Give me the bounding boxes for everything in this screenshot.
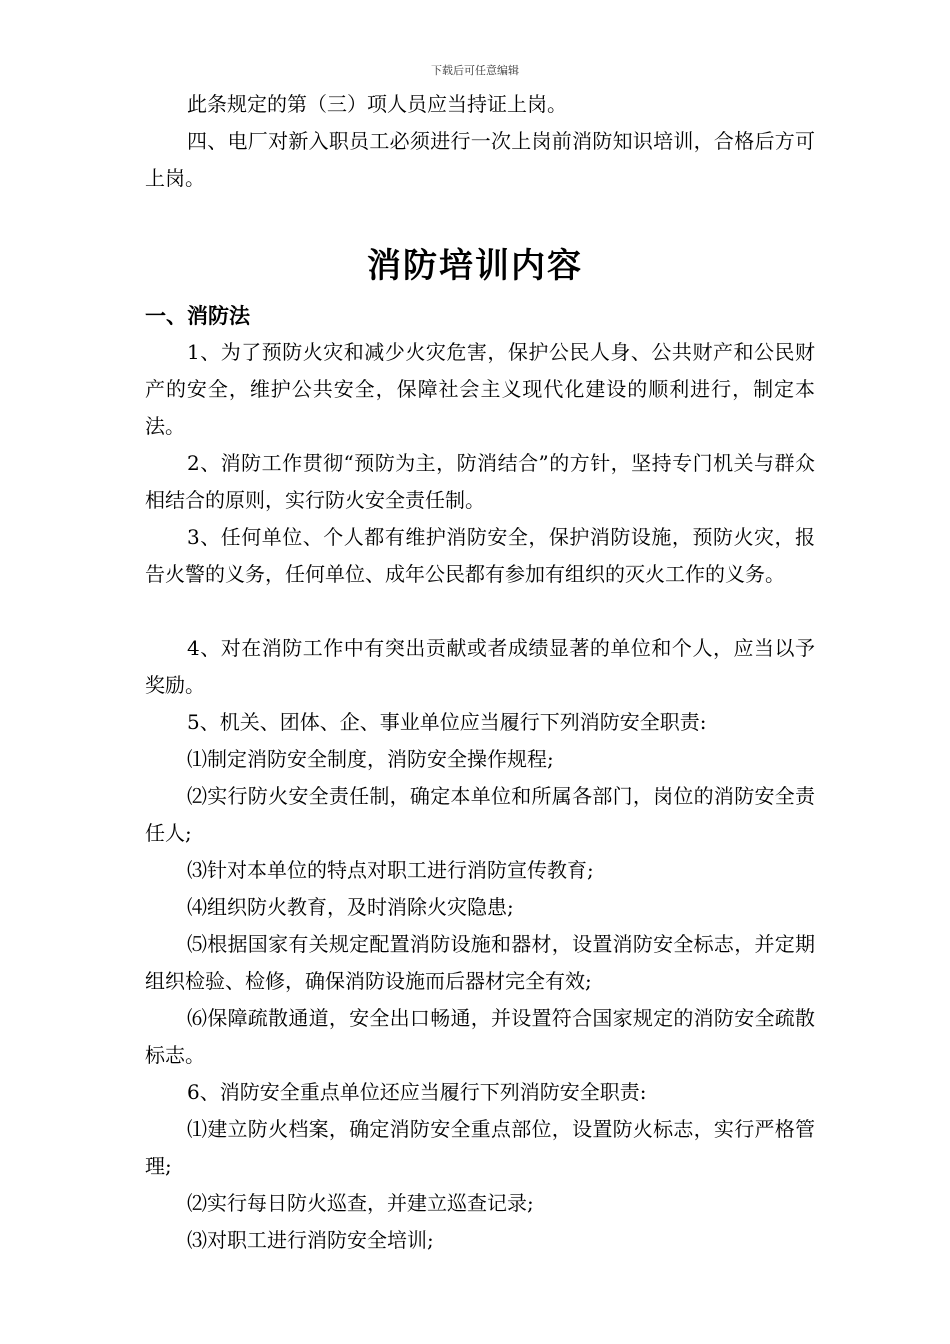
- page-title: 消防培训内容: [367, 246, 583, 286]
- list-item-5-5: ⑸根据国家有关规定配置消防设施和器材，设置消防安全标志，并定期组织检验、检修，确保消防设施而后器材完全有效;: [145, 932, 815, 993]
- list-item-6: 6、消防安全重点单位还应当履行下列消防安全职责:: [187, 1080, 647, 1104]
- list-item-3: 3、任何单位、个人都有维护消防安全，保护消防设施，预防火灾，报告火警的义务，任何单位、成年公民都有参加有组织的灭火工作的义务。: [145, 525, 815, 586]
- list-item-4: 4、对在消防工作中有突出贡献或者成绩显著的单位和个人，应当以予奖励。: [145, 636, 815, 697]
- list-item-5-3: ⑶针对本单位的特点对职工进行消防宣传教育;: [187, 858, 594, 882]
- list-item-2: 2、消防工作贯彻“预防为主，防消结合”的方针，坚持专门机关与群众相结合的原则，实行防火安全责任制。: [145, 451, 815, 512]
- list-item-6-1: ⑴建立防火档案，确定消防安全重点部位，设置防火标志，实行严格管理;: [145, 1117, 815, 1178]
- list-item-6-2: ⑵实行每日防火巡查，并建立巡查记录;: [187, 1191, 534, 1215]
- intro-paragraph-2: 四、电厂对新入职员工必须进行一次上岗前消防知识培训，合格后方可上岗。: [145, 129, 815, 190]
- intro-paragraph-1: 此条规定的第（三）项人员应当持证上岗。: [187, 92, 567, 116]
- list-item-1: 1、为了预防火灾和减少火灾危害，保护公民人身、公共财产和公民财产的安全，维护公共安全，保障社会主义现代化建设的顺利进行，制定本法。: [145, 340, 815, 438]
- section-heading: 一、消防法: [145, 304, 250, 328]
- list-item-5-4: ⑷组织防火教育，及时消除火灾隐患;: [187, 895, 514, 919]
- list-item-5-6: ⑹保障疏散通道，安全出口畅通，并设置符合国家规定的消防安全疏散标志。: [145, 1006, 815, 1067]
- list-item-5-2: ⑵实行防火安全责任制，确定本单位和所属各部门，岗位的消防安全责任人;: [145, 784, 815, 845]
- list-item-5-1: ⑴制定消防安全制度，消防安全操作规程;: [187, 747, 554, 771]
- header-watermark: 下载后可任意编辑: [431, 64, 519, 77]
- list-item-5: 5、机关、团体、企、事业单位应当履行下列消防安全职责:: [187, 710, 707, 734]
- list-item-6-3: ⑶对职工进行消防安全培训;: [187, 1228, 434, 1252]
